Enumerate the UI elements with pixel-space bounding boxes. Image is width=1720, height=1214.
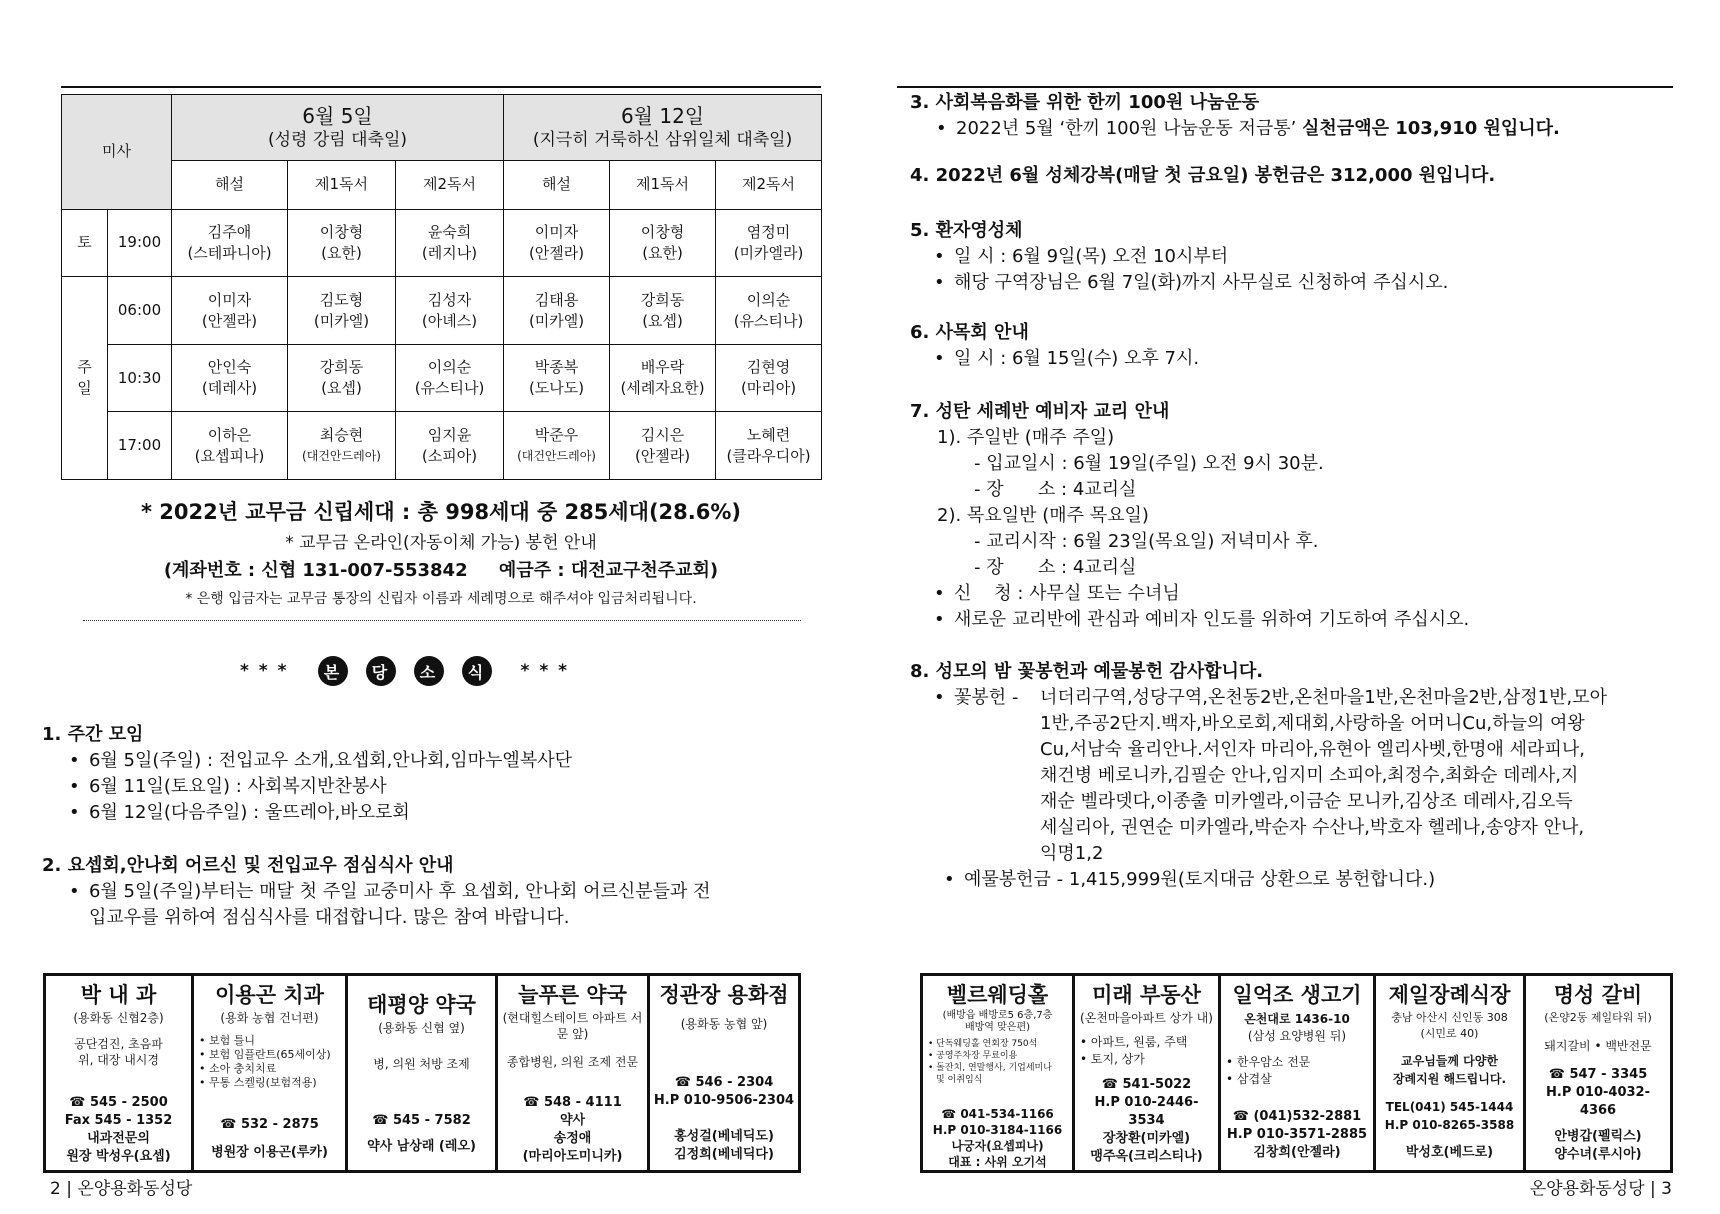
section-title: 1. 주간 모임 [42,724,144,745]
tithe-headline: * 2022년 교무금 신립세대 : 총 998세대 중 285세대(28.6%) [140,500,742,524]
role-header: 제2독서 [716,160,822,209]
minister-cell [610,277,716,345]
minister-cell [396,412,504,480]
section-title: 5. 환자영성체 [910,220,1023,241]
sub-heading: 2). 목요일반 (매주 목요일) [937,505,1149,526]
ad-phone: ☎ 541-5022 [1101,1077,1192,1092]
list-item: • 해당 구역장님은 6월 7일(화)까지 사무실로 신청하여 주십시오. [934,272,1449,293]
ad-list-item: • 돌잔치, 연말행사, 기업세미나 [928,1062,1069,1074]
donor-line: 1반,주공2단지.백자,바오로회,제대회,사랑하올 어머니Cu,하늘의 여왕 [1040,713,1585,734]
ad-contact: 홍성걸(베네딕도) [674,1129,774,1144]
ad-name: 이용곤 치과 [215,983,324,1007]
list-item: • 일 시 : 6월 9일(목) 오전 10시부터 [934,246,1229,267]
minister-name: 최승현 [319,425,364,444]
ad-pharmacy-taepyeongyang [348,976,498,1170]
day-label-saturday: 토 [62,209,108,277]
baptismal-name: (대건안드레아) [302,448,381,463]
list-item: • 예물봉헌금 - 1,415,999원(토지대금 상환으로 봉헌합니다.) [944,869,1436,890]
ad-text: 장례지원 해드립니다. [1392,1072,1507,1086]
ad-phone: ☎ (041)532-2881 [1232,1109,1362,1124]
flower-donors [1040,685,1660,867]
ad-contact: 장창환(미카엘) [1102,1131,1191,1146]
minister-cell [396,209,504,277]
ad-contact: 김창희(안젤라) [1253,1145,1341,1160]
list-item-text: 해당 구역장님은 6월 7일(화)까지 사무실로 신청하여 주십시오. [954,272,1449,293]
donor-line: 채건병 베로니카,김필순 안나,임지미 소피아,최정수,최화순 데레사,지 [1040,765,1579,786]
baptismal-name: (유스티나) [414,379,485,398]
ad-phone: H.P 010-9506-2304 [653,1093,795,1108]
minister-cell [504,209,610,277]
date-header [172,95,504,161]
mass-label: 미사 [62,95,172,210]
minister-name: 박종복 [534,358,579,377]
parish-news-banner [240,656,569,686]
role-header: 제1독서 [288,160,396,209]
baptismal-name: (레지나) [421,243,478,262]
flower-label: 꽃봉헌 - [954,687,1019,708]
minister-cell [504,277,610,345]
detail-line: - 장 소 : 4교리실 [974,479,1137,500]
ad-real-estate [1075,976,1221,1170]
minister-cell [610,412,716,480]
ad-text: 병, 의원 처방 조제 [373,1057,470,1071]
banner-char: 식 [462,656,492,686]
ad-phone: ☎ 532 - 2875 [220,1117,319,1132]
list-item-text: 일 시 : 6월 9일(목) 오전 10시부터 [954,246,1229,267]
flower-offering [910,685,1607,867]
section-4 [910,163,1495,189]
list-item: • 6월 12일(다음주일) : 울뜨레아,바오로회 [69,802,410,823]
ad-contact: 양수녀(루시아) [1554,1147,1642,1162]
ad-name: 박 내 과 [80,983,157,1007]
ad-contact: 나궁자(요셉피나) [951,1139,1044,1153]
role-header: 해설 [504,160,610,209]
ad-galbi-restaurant [1526,976,1670,1170]
ad-phone: ☎ 041-534-1166 [941,1107,1054,1121]
tithe-online-notice: * 교무금 온라인(자동이체 가능) 봉헌 안내 [285,533,597,553]
ad-contact: 김정희(베네딕다) [674,1147,774,1162]
ad-text: (배방읍 배방로5 6층,7층 [942,1010,1053,1021]
ad-name: 일억조 생고기 [1232,983,1362,1007]
ad-wedding-hall [923,976,1075,1170]
minister-cell [172,277,288,345]
minister-cell [396,277,504,345]
minister-cell [716,209,822,277]
minister-name: 염정미 [746,222,791,241]
sub-heading: 1). 주일반 (매주 주일) [937,427,1115,448]
detail-line: - 입교일시 : 6월 19일(주일) 오전 9시 30분. [974,453,1324,474]
baptismal-name: (도나도) [528,379,585,398]
minister-name: 박준우 [534,425,579,444]
tithe-account: (계좌번호 : 신협 131-007-553842 예금주 : 대전교구천주교회) [163,560,719,581]
minister-name: 이창형 [319,222,364,241]
minister-name: 이의순 [746,290,791,309]
baptismal-name: (마리아) [740,379,797,398]
mass-time: 06:00 [108,277,172,345]
list-item: • 6월 5일(주일)부터는 매달 첫 주일 교중미사 후 요셉회, 안나회 어르신분들과 전 [69,881,711,902]
banner-char: 본 [318,656,348,686]
minister-name: 안인숙 [207,358,252,377]
ad-phone: ☎ 546 - 2304 [674,1075,774,1090]
ad-contact: 송정애 [553,1131,592,1146]
minister-cell [504,412,610,480]
baptismal-name: (요셉피나) [194,446,265,465]
ad-list-item: • 삼겹살 [1226,1071,1370,1088]
baptismal-name: (스테파니아) [187,243,272,262]
ad-text: 충남 아산시 신인동 308 [1391,1011,1508,1024]
donor-line: Cu,서남숙 율리안나.서인자 마리아,유현아 엘리사벳,한명애 세라피나, [1040,739,1585,760]
donor-line: 세실리아, 권연순 미카엘라,박순자 수산나,박호자 헬레나,송양자 안나, [1040,817,1585,838]
ad-contact: 안병갑(펠릭스) [1554,1129,1642,1144]
section-title: 3. 사회복음화를 위한 한끼 100원 나눔운동 [910,92,1260,113]
baptismal-name: (요한) [642,243,683,262]
top-rule-right [897,86,1673,88]
ad-text: 공단검진, 초음파 [74,1037,163,1051]
ad-name: 정관장 용화점 [659,983,789,1007]
detail-line: - 장 소 : 4교리실 [974,557,1137,578]
ad-list-item: • 무통 스켈링(보험적용) [199,1076,342,1090]
ad-list-item: • 아파트, 원룸, 주택 [1080,1034,1215,1051]
ad-text: 교우님들께 다양한 [1401,1054,1498,1068]
ad-text: (용화동 신협 옆) [378,1021,465,1035]
ad-contact: 약사 남상래 (레오) [367,1139,476,1154]
minister-cell [610,209,716,277]
minister-name: 이미자 [207,290,252,309]
ad-contact: 대표 : 사위 오기석 [948,1155,1047,1169]
list-item: • 2022년 5월 ‘한끼 100원 나눔운동 저금통’ 실천금액은 103,910 원입니다. [936,118,1560,139]
list-item-continued: 입교우를 위하여 점심식사를 대접합니다. 많은 참여 바랍니다. [89,907,570,928]
ad-name: 명성 갈비 [1553,983,1643,1007]
ad-contact: 맹주옥(크리스티나) [1090,1149,1203,1164]
minister-name: 강희동 [319,358,364,377]
minister-name: 이의순 [427,358,472,377]
minister-cell [172,209,288,277]
ad-phone: ☎ 545 - 7582 [372,1113,471,1128]
page-footer-left: 2 | 온양용화동성당 [50,1179,193,1199]
baptismal-name: (유스티나) [733,311,804,330]
list-item: • 신 청 : 사무실 또는 수녀님 [934,583,1180,604]
ad-name: 늘푸른 약국 [518,983,627,1007]
minister-name: 김주애 [207,222,252,241]
list-item: • 꽃봉헌 - [934,687,1019,708]
minister-name: 임지윤 [427,425,472,444]
minister-cell [716,412,822,480]
list-item-text: 새로운 교리반에 관심과 예비자 인도를 위하여 기도하여 주십시오. [954,609,1470,630]
minister-name: 김태용 [534,290,579,309]
day-label-sunday: 주 일 [62,277,108,480]
ad-contact: 박성호(베드로) [1405,1145,1494,1160]
banner-stars: * * * [520,661,570,681]
role-header: 제2독서 [396,160,504,209]
dotted-divider [83,620,801,621]
list-item-text: 2022년 5월 ‘한끼 100원 나눔운동 저금통’ [956,118,1303,139]
baptismal-name: (대건안드레아) [517,448,596,463]
ad-list [1224,1054,1370,1088]
ad-text: 온천대로 1436-10 [1244,1012,1350,1026]
baptismal-name: (미카엘) [313,311,370,330]
baptismal-name: (소피아) [421,446,478,465]
ad-phone: ☎ 545 - 2500 [69,1095,168,1110]
ad-contact: 원장 박성우(요셉) [66,1149,171,1164]
minister-name: 이하은 [207,425,252,444]
ad-phone: ☎ 548 - 4111 [523,1095,622,1110]
list-item-text: 신 청 : 사무실 또는 수녀님 [954,583,1180,604]
minister-name: 김도형 [319,290,364,309]
baptismal-name: (미카엘) [528,311,585,330]
section-lunch-notice [42,853,711,931]
ad-text: (온천마을아파트 상가 내) [1080,1011,1213,1025]
minister-cell [504,344,610,412]
ad-phone: H.P 010-2446-3534 [1094,1095,1199,1128]
ad-text: (용화동 신협2층) [73,1011,164,1025]
donor-line: 너더리구역,성당구역,온천동2반,온천마을1반,온천마을2반,삼정1반,모아 [1040,687,1607,708]
section-5 [910,218,1448,296]
list-item: • 새로운 교리반에 관심과 예비자 인도를 위하여 기도하여 주십시오. [934,609,1470,630]
date-title: 6월 5일 [302,103,373,128]
ad-text: (용화동 농협 앞) [680,1017,768,1031]
ad-name: 벨르웨딩홀 [946,983,1049,1007]
minister-name: 노혜련 [746,425,791,444]
ad-text: 배방역 맞은편) [964,1022,1031,1033]
feast-name: (지극히 거룩하신 삼위일체 대축일) [532,129,793,150]
minister-name: 배우락 [640,358,685,377]
ad-name: 태평양 약국 [367,993,476,1017]
section-title: 6. 사목회 안내 [910,322,1029,343]
baptismal-name: (안젤라) [201,311,258,330]
minister-cell [288,209,396,277]
list-item-highlight: 실천금액은 103,910 원입니다. [1302,118,1560,139]
mass-time: 10:30 [108,344,172,412]
minister-cell [610,344,716,412]
ad-list-item: • 한우암소 전문 [1226,1054,1370,1071]
minister-cell [172,412,288,480]
ad-list-item: • 단독웨딩홀 연회장 750석 [928,1038,1069,1050]
ad-butcher [1221,976,1376,1170]
ad-clinic [46,976,194,1170]
section-weekly-meetings [42,722,572,826]
list-item-text: 6월 5일(주일) : 전입교우 소개,요셉회,안나회,임마누엘복사단 [89,750,572,771]
minister-cell [396,344,504,412]
offering-text: 예물봉헌금 - 1,415,999원(토지대금 상환으로 봉헌합니다.) [964,869,1436,890]
list-item-text: 6월 11일(토요일) : 사회복지반찬봉사 [89,776,387,797]
list-item-text: 6월 5일(주일)부터는 매달 첫 주일 교중미사 후 요셉회, 안나회 어르신분들과 전 [89,881,711,902]
baptismal-name: (세례자요한) [620,379,705,398]
role-header: 해설 [172,160,288,209]
ad-list [926,1038,1069,1074]
list-item-text: 일 시 : 6월 15일(수) 오후 7시. [954,348,1200,369]
ad-text: 돼지갈비 • 백반전문 [1544,1039,1652,1053]
section-title: 8. 성모의 밤 꽃봉헌과 예물봉헌 감사합니다. [910,661,1264,682]
minister-name: 김성자 [427,290,472,309]
ad-list-item: • 보험 틀니 [199,1034,342,1048]
banner-stars: * * * [240,661,289,681]
mass-schedule-table [61,94,822,480]
baptismal-name: (아녜스) [421,311,478,330]
minister-cell [288,344,396,412]
baptismal-name: (요셉) [642,311,683,330]
ad-ginseng-store [650,976,798,1170]
ad-list [1078,1034,1215,1068]
list-item: • 6월 11일(토요일) : 사회복지반찬봉사 [69,776,387,797]
ad-phone: H.P 010-8265-3588 [1384,1118,1515,1132]
list-item: • 6월 5일(주일) : 전입교우 소개,요셉회,안나회,임마누엘복사단 [69,750,572,771]
ads-strip-left [43,973,801,1173]
minister-cell [172,344,288,412]
minister-name: 윤숙희 [427,222,472,241]
ad-list [197,1034,342,1090]
ad-text: (온양2동 제일타워 뒤) [1544,1011,1652,1024]
section-title: 4. 2022년 6월 성체강복(매달 첫 금요일) 봉헌금은 312,000 원입니다. [910,165,1496,186]
feast-name: (성령 강림 대축일) [268,129,408,150]
baptismal-name: (안젤라) [634,446,691,465]
ad-text: 위, 대장 내시경 [78,1053,159,1067]
page-footer-right: 온양용화동성당 | 3 [1529,1179,1672,1199]
baptismal-name: (안젤라) [528,243,585,262]
ad-list-item: • 토지, 상가 [1080,1051,1215,1068]
section-6 [910,320,1199,372]
section-7 [910,399,1469,633]
banner-char: 당 [366,656,396,686]
date-header [504,95,822,161]
baptismal-name: (요한) [321,243,362,262]
banner-char: 소 [414,656,444,686]
ad-phone: TEL(041) 545-1444 [1385,1100,1514,1114]
minister-name: 이창형 [640,222,685,241]
detail-line: - 교리시작 : 6월 23일(목요일) 저녁미사 후. [974,531,1319,552]
minister-cell [288,412,396,480]
ad-text: 약사 [559,1113,586,1128]
section-8 [910,659,1607,893]
minister-name: 김시은 [640,425,685,444]
minister-name: 이미자 [534,222,579,241]
minister-cell [716,277,822,345]
minister-name: 김현영 [746,358,791,377]
ad-fax: Fax 545 - 1352 [64,1113,173,1128]
ad-phone: H.P 010-3184-1166 [932,1123,1063,1137]
ad-text: 내과전문의 [87,1131,150,1146]
donor-line: 재순 벨라뎃다,이종출 미카엘라,이금순 모니카,김상조 데레사,김오득 [1040,791,1573,812]
baptismal-name: (클라우디아) [726,446,811,465]
ad-text: (현대힐스테이트 아파트 서문 앞) [502,1011,643,1041]
section-title: 7. 성탄 세례반 예비자 교리 안내 [910,401,1170,422]
ad-pharmacy-neulpureun [498,976,650,1170]
minister-cell [716,344,822,412]
list-item: • 일 시 : 6월 15일(수) 오후 7시. [934,348,1200,369]
role-header: 제1독서 [610,160,716,209]
mass-time: 17:00 [108,412,172,480]
donor-line: 익명1,2 [1040,843,1104,864]
ad-text: 및 이취임식 [936,1075,983,1085]
ad-list-item: • 보험 임플란트(65세이상) [199,1048,342,1062]
ads-strip-right [920,973,1673,1173]
baptismal-name: (데레사) [201,379,258,398]
ad-text: (용화 농협 건너편) [220,1011,319,1025]
minister-cell [288,277,396,345]
ad-funeral-hall [1376,976,1526,1170]
mass-time: 19:00 [108,209,172,277]
ad-list-item: • 소아 충치치료 [199,1062,342,1076]
ad-dental [194,976,348,1170]
top-rule-left [61,86,821,88]
ad-contact: 병원장 이용곤(루카) [211,1145,328,1160]
ad-name: 미래 부동산 [1092,983,1201,1007]
section-title: 2. 요셉회,안나회 어르신 및 전입교우 점심식사 안내 [42,855,454,876]
list-item-text: 6월 12일(다음주일) : 울뜨레아,바오로회 [89,802,410,823]
tithe-bank-note: * 은행 입금자는 교무금 통장의 신립자 이름과 세례명으로 해주셔야 입금처리됩니다. [185,591,697,607]
ad-name: 제일장례식장 [1388,983,1511,1007]
ad-text: (시민로 40) [1420,1027,1479,1040]
minister-name: 강희동 [640,290,685,309]
date-title: 6월 12일 [620,103,705,128]
section-3 [910,90,1560,142]
baptismal-name: (요셉) [321,379,362,398]
baptismal-name: (미카엘라) [733,243,804,262]
ad-phone: H.P 010-3571-2885 [1226,1127,1368,1142]
ad-contact: (마리아도미니카) [522,1149,623,1164]
ad-text: 종합병원, 의원 조제 전문 [506,1055,639,1069]
ad-phone: ☎ 547 - 3345 [1548,1067,1648,1082]
ad-list-item: • 공영주차장 무료이용 [928,1050,1069,1062]
ad-text: (삼성 요양병원 뒤) [1247,1029,1347,1043]
ad-phone: H.P 010-4032-4366 [1546,1085,1650,1118]
